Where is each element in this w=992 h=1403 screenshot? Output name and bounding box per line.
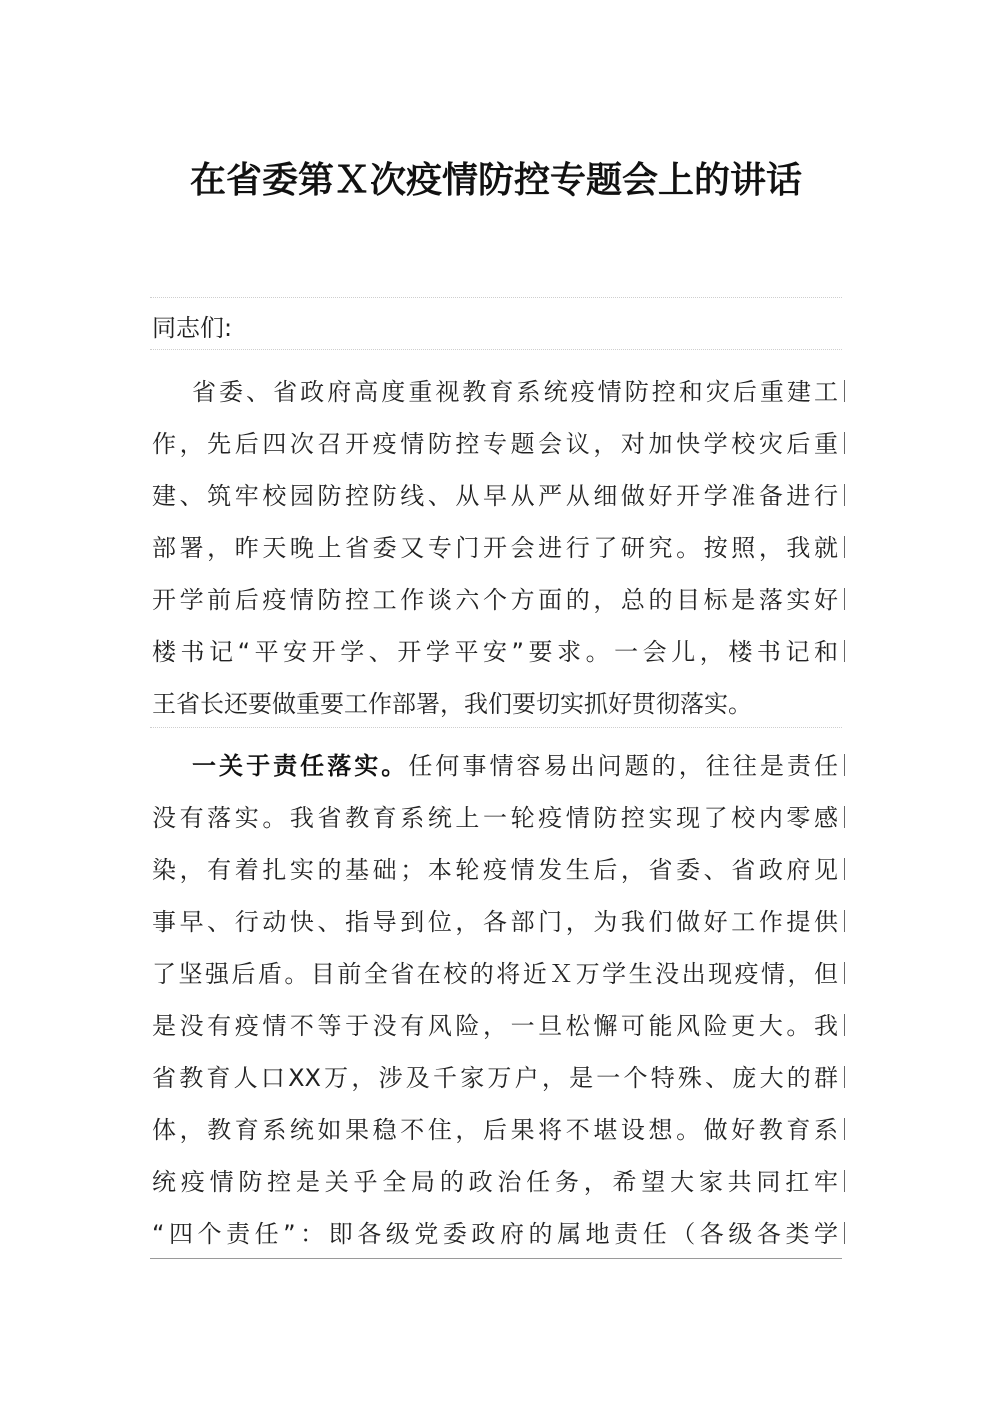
- paragraph-intro: [152, 366, 838, 730]
- paragraph-line: 事早、行动快、指导到位，各部门，为我们做好工作提供: [152, 908, 838, 936]
- section-heading-rest: 任何事情容易出问题的，往往是责任: [408, 752, 838, 780]
- paragraph-line: 省委、省政府高度重视教育系统疫情防控和灾后重建工: [192, 378, 838, 406]
- margin-mark: [844, 910, 845, 932]
- divider-paragraph: [150, 727, 842, 728]
- paragraph-line: 部署，昨天晚上省委又专门开会进行了研究。按照，我就: [152, 534, 838, 562]
- paragraph-line: 没有落实。我省教育系统上一轮疫情防控实现了校内零感: [152, 804, 838, 832]
- paragraph-line: 是没有疫情不等于没有风险，一旦松懈可能风险更大。我: [152, 1012, 838, 1040]
- paragraph-section-1: [152, 740, 838, 1260]
- paragraph-line: “四个责任”：即各级党委政府的属地责任（各级各类学: [152, 1220, 838, 1248]
- salutation: 同志们:: [152, 314, 233, 342]
- margin-mark: [844, 588, 845, 610]
- margin-mark: [844, 1222, 845, 1244]
- paragraph-line: 楼书记“平安开学、开学平安”要求。一会儿，楼书记和: [152, 638, 838, 666]
- paragraph-line: 体，教育系统如果稳不住，后果将不堪设想。做好教育系: [152, 1116, 838, 1144]
- margin-mark: [844, 484, 845, 506]
- margin-mark: [844, 1014, 845, 1036]
- paragraph-line: 染，有着扎实的基础；本轮疫情发生后，省委、省政府见: [152, 856, 838, 884]
- margin-mark: [844, 754, 845, 776]
- section-heading: 一关于责任落实。: [192, 752, 409, 780]
- paragraph-line: 省教育人口XX万，涉及千家万户，是一个特殊、庞大的群: [152, 1064, 838, 1092]
- paragraph-line: 了坚强后盾。目前全省在校的将近Ｘ万学生没出现疫情，但: [152, 960, 838, 988]
- paragraph-line: 王省长还要做重要工作部署，我们要切实抓好贯彻落实。: [152, 690, 752, 718]
- margin-mark: [844, 1170, 845, 1192]
- paragraph-line: 作，先后四次召开疫情防控专题会议，对加快学校灾后重: [152, 430, 838, 458]
- margin-mark: [844, 432, 845, 454]
- paragraph-line: [152, 740, 838, 792]
- margin-mark: [844, 806, 845, 828]
- paragraph-line: 开学前后疫情防控工作谈六个方面的，总的目标是落实好: [152, 586, 838, 614]
- margin-mark: [844, 962, 845, 984]
- paragraph-line: 统疫情防控是关乎全局的政治任务，希望大家共同扛牢: [152, 1168, 838, 1196]
- paragraph-line: 建、筑牢校园防控防线、从早从严从细做好开学准备进行: [152, 482, 838, 510]
- margin-mark: [844, 536, 845, 558]
- divider-bottom: [150, 1258, 842, 1259]
- divider-top: [150, 297, 842, 298]
- margin-mark: [844, 858, 845, 880]
- margin-mark: [844, 640, 845, 662]
- divider-salutation: [150, 349, 842, 350]
- margin-mark: [844, 380, 845, 402]
- margin-mark: [844, 1066, 845, 1088]
- document-title: 在省委第Ｘ次疫情防控专题会上的讲话: [189, 159, 802, 201]
- margin-mark: [844, 1118, 845, 1140]
